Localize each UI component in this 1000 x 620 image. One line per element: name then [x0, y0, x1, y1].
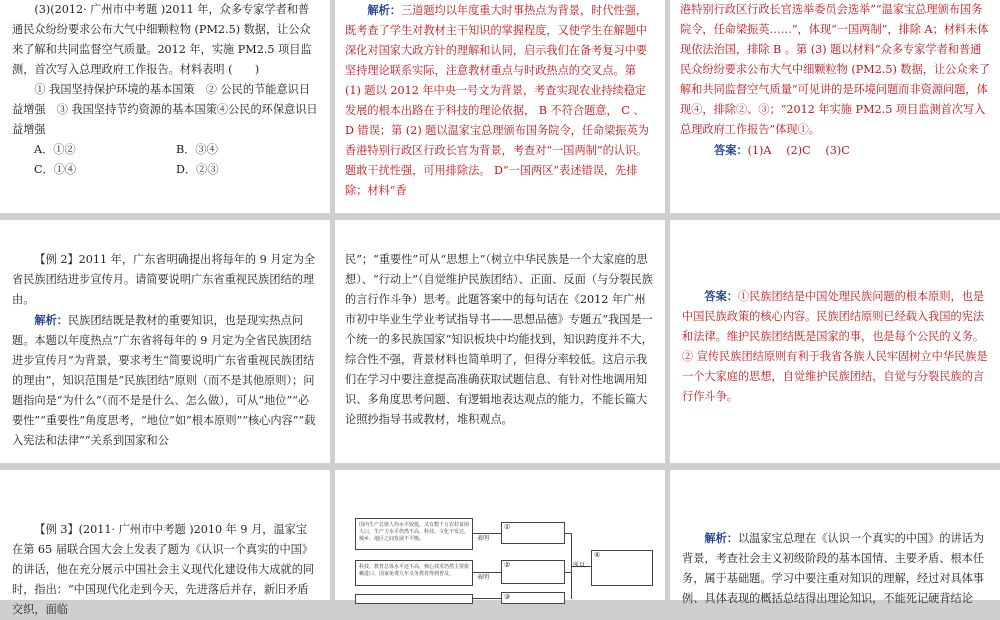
panel-example-3	[0, 470, 330, 616]
therefore-label: 所以	[573, 562, 586, 569]
answer-box-2: ②	[501, 560, 565, 584]
example-3-text: 【例 3】(2011· 广州市中考题 )2010 年 9 月，温家宝在第 65 届联合国大会上发表了题为《认识一个真实的中国》的讲话，他在充分展示中国社会主义现代化建设伟大成就的同时，指出：“中国现代化走到今天，先进落后并存，新旧矛盾交织，面临	[12, 523, 315, 616]
answer-box-3: ③	[501, 592, 565, 604]
answer-text: 答案：①民族团结是中国处理民族问题的根本原则，也是中国民族政策的核心内容。民族团结原则已经载入我国的宪法和法律。维护民族团结既是国家的事，也是每个公民的义务。② 宣传民族团结原则有利于我省各族人民牢固树立中华民族是一个大家庭的思想，自觉维护民族团结，自觉与分裂民族的言行作斗争。	[682, 289, 988, 403]
panel-analysis-1-cont	[670, 0, 1000, 213]
diagram-box-2: 科技、教育总体水平还不高，核心技术仍然主要依赖进口。国家免费九年义务教育得到普及。	[355, 560, 473, 586]
analysis-text: 解析：三道题均以年度重大时事热点为背景，时代性强，既考查了学生对教材主干知识的掌握程度，又使学生在解题中深化对国家大政方针的理解和认同，启示我们在备考复习中要坚持理论联系实际，注意教材重点与时政热点的交叉点。第 (1) 题以 2012 年中央一号文为背景，考查实现农业持续稳定发展的根本出路在于科技的理论依据， B 不符合题意， C 、 D 错误；第 (2) 题以温家宝总理颁布国务院令，任命梁振英为香港特别行政区行政长官为背景，考查对“一国两制”的认识。题敢干扰性强，可用排除法。 D“一国两区”表述错误，先排除；材料“香	[345, 3, 649, 197]
panel-example-2-answer	[670, 220, 1000, 463]
panel-diagram	[335, 470, 665, 600]
analysis-label: 解析：	[367, 3, 401, 17]
question-text: (3)(2012· 广州市中考题 )2011 年，众多专家学者和普通民众纷纷要求公布大气中细颗粒物 (PM2.5) 数据，让公众来了解和共同监督空气质量。2012 年，实施 PM2.5 项目监测，首次写入总理政府工作报告。材料表明 ( )	[12, 3, 312, 76]
answer-line: 答案：(1)A (2)C (3)C	[714, 143, 850, 157]
example-2-text: 【例 2】2011 年，广东省明确提出将每年的 9 月定为全省民族团结进步宣传月。请简要说明广东省重视民族团结的理由。	[12, 253, 316, 306]
option-b: B．③④	[176, 143, 218, 156]
arrow-line-3	[473, 598, 501, 599]
answer-label: 答案：	[704, 289, 738, 303]
panel-example-3-analysis	[670, 470, 1000, 605]
shows-label-1: 表明	[477, 535, 490, 542]
panel-question-3	[0, 0, 330, 213]
options-row-2	[12, 160, 318, 180]
option-c: C．①④	[34, 163, 77, 176]
example-3-analysis-text: 解析：以温家宝总理在《认识一个真实的中国》的讲话为背景，考查社会主义初级阶段的基本国情、主要矛盾、根本任务，属于基础题。学习中要注重对知识的理解，经过对具体事例、具体表现的概括总结得出理论知识，不能死记硬背结论	[682, 531, 985, 605]
bracket-top	[565, 533, 571, 534]
option-d: D．②③	[176, 163, 219, 176]
option-a: A．①②	[34, 143, 76, 156]
answer-box-1: ①	[501, 522, 565, 544]
panel-example-2	[0, 220, 330, 463]
diagram-box-3	[355, 594, 473, 604]
diagram-box-1: 国内生产总值人均水平较低，又有数千万农村贫困人口，生产力水平仍然不高，科技、文化不发达，城乡、地区之间发展不平衡。	[355, 518, 473, 550]
question-items: ① 我国坚持保护环境的基本国策 ② 公民的节能意识日益增强 ③ 我国坚持节约资源的基本国策④公民的环保意识日益增强	[12, 83, 318, 136]
answer-label: 答案：	[714, 143, 748, 157]
panel-example-2-analysis-cont	[335, 220, 665, 463]
answer-box-4: ④	[591, 550, 653, 586]
analysis-label: 解析：	[704, 531, 738, 545]
options-row-1	[12, 140, 318, 160]
analysis-continued: 港特别行政区行政长官选举委员会选举”“温家宝总理颁布国务院令，任命梁振英……”，体现“一国两制”，排除 A；材料未体现依法治国，排除 B 。第 (3) 题以材料“众多专家学者和普通民众纷纷要求公布大气中细颗粒物 (PM2.5) 数据，让公众来了解和共同监督空气质量”可见讲的是环境问题而非资源问题，体现④，排除②、③；“2012 年实施 PM2.5 项目监测首次写入总理政府工作报告”体现①。	[680, 3, 990, 136]
example-2-analysis: 解析：民族团结既是教材的重要知识，也是现实热点问题。本题以年度热点“广东省将每年的 9 月定为全省民族团结进步宣传月”为背景，要求考生“简要说明广东省重视民族团结的理由”，知识范围是“民族团结”原则（而不是其他原则）；问题指向是“为什么”（而不是是什么、怎么做），可从“地位”“必要性”“重要性”角度思考，“地位”如“根本原则”“核心内容”“载入宪法和法律”“关系到国家和公	[12, 313, 316, 447]
analysis-label: 解析：	[34, 313, 68, 327]
analysis-continued: 民”；“重要性”可从“思想上”（树立中华民族是一个大家庭的思想）、“行动上”（自觉维护民族团结）、正面、反面（与分裂民族的言行作斗争）思考。此题答案中的每句话在《2012 年广州市初中毕业生学业考试指导书——思想品德》专题五“我国是一个统一的多民族国家”知识板块中均能找到，知识跨度并不大，综合性不强，背景材料也简单明了，但得分率较低。这启示我们在学习中要注意提高准确获取试题信息、有针对性地调用知识、多角度思考问题、有逻辑地表达观点的能力，不能长篇大论照抄指导书或教材，堆积观点。	[345, 253, 653, 426]
shows-label-2: 表明	[477, 574, 490, 581]
panel-analysis-1	[335, 0, 665, 213]
bracket-mid	[565, 572, 571, 573]
